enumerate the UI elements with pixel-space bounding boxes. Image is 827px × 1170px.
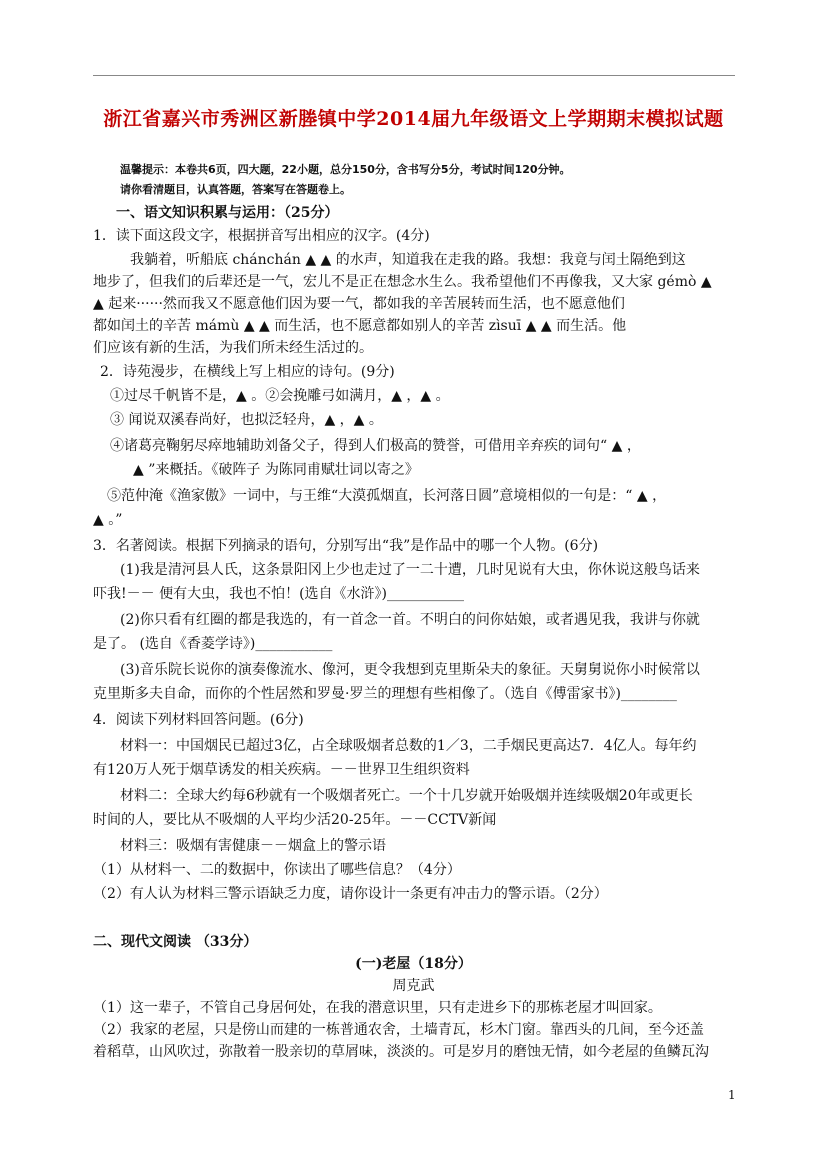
question-1-prompt: 1．读下面这段文字，根据拼音写出相应的汉字。(4分): [93, 228, 430, 244]
question-3-item: (1)我是清河县人氏，这条景阳冈上少也走过了一二十遭，几时见说有大虫，你休说这般鸟话来: [120, 562, 700, 578]
question-2-item: ▲ ”来概括。《破阵子 为陈同甫赋壮词以寄之》: [133, 462, 419, 478]
question-1-text: 们应该有新的生活，为我们所未经生活过的。: [93, 340, 373, 356]
question-4-material: 材料三：吸烟有害健康－－烟盒上的警示语: [120, 838, 386, 854]
passage-heading: (一)老屋（18分）: [355, 956, 472, 972]
question-2-item: ④诸葛亮鞠躬尽瘁地辅助刘备父子，得到人们极高的赞誉，可借用辛弃疾的词句“ ▲ ，: [110, 438, 641, 454]
passage-author: 周克武: [392, 978, 435, 994]
tip-line-2: 请你看清题目，认真答题，答案写在答题卷上。: [120, 183, 351, 196]
question-3-prompt: 3．名著阅读。根据下列摘录的语句，分别写出“我”是作品中的哪一个人物。(6分): [93, 538, 599, 554]
passage-paragraph: 着稻草，山风吹过，弥散着一股亲切的草屑味，淡淡的。可是岁月的磨蚀无情，如今老屋的鱼鳞瓦沟: [93, 1044, 709, 1060]
question-2-item: ①过尽千帆皆不是，▲ 。②会挽雕弓如满月，▲ ，▲ 。: [110, 388, 450, 404]
section-heading-2: 二、现代文阅读 （33分）: [93, 934, 258, 950]
passage-paragraph: （1）这一辈子，不管自己身居何处，在我的潜意识里，只有走进乡下的那栋老屋才叫回家。: [93, 1000, 662, 1016]
question-1-text: 我躺着，听船底 chánchán ▲ ▲ 的水声，知道我在走我的路。我想：我竟与闰土隔绝到这: [130, 252, 686, 268]
question-4-prompt: 4．阅读下列材料回答问题。(6分): [93, 712, 304, 728]
exam-title: 浙江省嘉兴市秀洲区新塍镇中学2014届九年级语文上学期期末模拟试题: [103, 108, 724, 130]
page-number: 1: [728, 1088, 736, 1102]
question-2-item: ⑤范仲淹《渔家傲》一词中，与王维“大漠孤烟直，长河落日圆”意境相似的一句是：“ ▲ ，: [107, 488, 667, 504]
question-4-material: 有120万人死于烟草诱发的相关疾病。－－世界卫生组织资料: [93, 762, 470, 778]
tip-line-1: 温馨提示：本卷共6页，四大题，22小题，总分150分，含书写分5分，考试时间120分钟。: [120, 163, 571, 176]
question-3-item: 是了。 (选自《香菱学诗》)___________: [93, 636, 333, 652]
question-3-item: (2)你只看有红圈的都是我选的，有一首念一首。不明白的问你姑娘，或者遇见我，我讲与你就: [120, 612, 700, 628]
question-4-material: 时间的人，要比从不吸烟的人平均少活20-25年。－－CCTV新闻: [93, 812, 497, 828]
question-2-item: ▲ 。”: [93, 512, 123, 528]
question-1-text: 地步了，但我们的后辈还是一气，宏儿不是正在想念水生么。我希望他们不再像我，又大家 gémò ▲: [93, 274, 712, 290]
question-4-subquestion: （2）有人认为材料三警示语缺乏力度，请你设计一条更有冲击力的警示语。（2分）: [93, 886, 608, 902]
passage-paragraph: （2）我家的老屋，只是傍山而建的一栋普通农舍，土墙青瓦，杉木门窗。靠西头的几间，至今还盖: [93, 1022, 704, 1038]
question-3-item: 吓我!－－ 便有大虫，我也不怕！(选自《水浒》)___________: [93, 586, 464, 602]
question-3-item: 克里斯多夫自命，而你的个性居然和罗曼·罗兰的理想有些相像了。（选自《傅雷家书》)________: [93, 686, 677, 702]
question-4-material: 材料二：全球大约每6秒就有一个吸烟者死亡。一个十几岁就开始吸烟并连续吸烟20年或更长: [120, 788, 693, 804]
question-1-text: 都如闰土的辛苦 mámù ▲ ▲ 而生活，也不愿意都如别人的辛苦 zìsuī ▲ ▲ 而生活。他: [93, 318, 627, 334]
question-2-prompt: 2．诗苑漫步，在横线上写上相应的诗句。(9分): [100, 364, 395, 380]
question-2-item: ③ 闻说双溪春尚好，也拟泛轻舟，▲ ，▲ 。: [110, 412, 383, 428]
question-1-text: ▲ 起来······然而我又不愿意他们因为要一气，都如我的辛苦展转而生活，也不愿意他们: [93, 296, 625, 312]
section-heading-1: 一、语文知识积累与运用：（25分）: [116, 205, 339, 221]
question-4-subquestion: （1）从材料一、二的数据中，你读出了哪些信息？（4分）: [93, 862, 461, 878]
question-4-material: 材料一：中国烟民已超过3亿，占全球吸烟者总数的1／3，二手烟民更高达7．4亿人。每年约: [120, 738, 697, 754]
question-3-item: (3)音乐院长说你的演奏像流水、像河，更令我想到克里斯朵夫的象征。天舅舅说你小时候常以: [120, 662, 700, 678]
top-rule: [93, 75, 735, 76]
